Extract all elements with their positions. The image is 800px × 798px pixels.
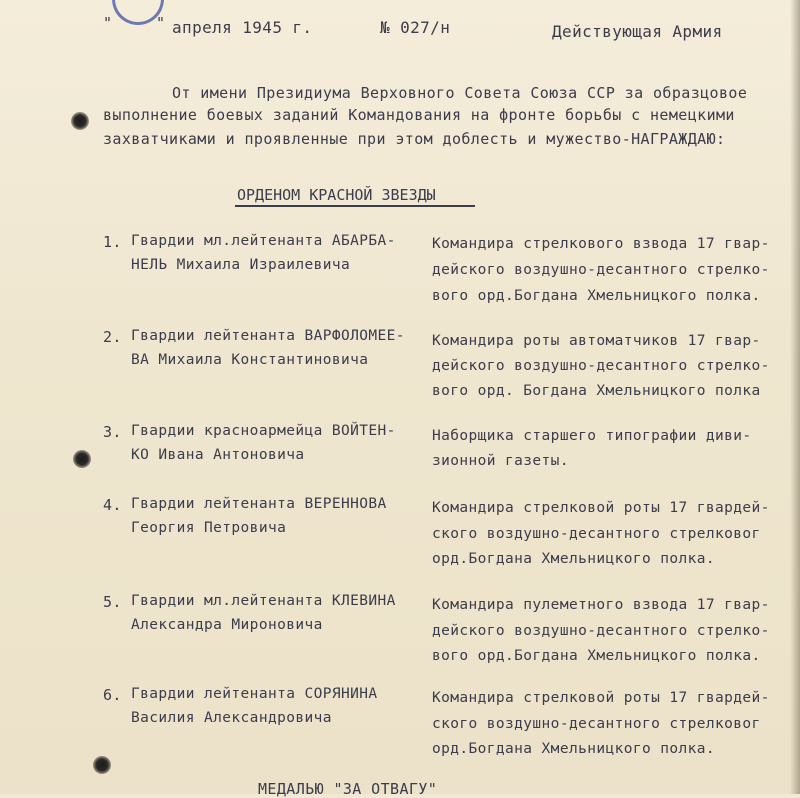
awardee-position-line-3: орд.Богдана Хмельницкого полка. (432, 551, 716, 567)
awardee-position-line-3: вого орд.Богдана Хмельницкого полка. (432, 648, 761, 664)
intro-line-1: От имени Президиума Верховного Совета Союза ССР за образцовое (172, 84, 748, 102)
awardee-name-line-2: Георгия Петровича (131, 520, 287, 536)
awardee-name-line-1: Гвардии мл.лейтенанта КЛЕВИНА (131, 593, 396, 609)
awardee-number: 6. (103, 686, 122, 704)
awardee-name-line-1: Гвардии лейтенанта ВАРФОЛОМЕЕ- (131, 328, 405, 344)
footer-section-title: МЕДАЛЬЮ "ЗА ОТВАГУ" (258, 780, 438, 798)
awardee-name-line-2: НЕЛЬ Михаила Израилевича (131, 257, 351, 273)
punch-hole (71, 112, 89, 130)
awardee-position-line-1: Командира пулеметного взвода 17 гвар- (432, 597, 770, 613)
awardee-position-line-2: дейского воздушно-десантного стрелко- (432, 358, 770, 374)
awardee-name-line-1: Гвардии лейтенанта ВЕРЕННОВА (131, 496, 387, 512)
awardee-number: 5. (103, 593, 122, 611)
date-quote-open: " (103, 14, 113, 32)
date-quote-close: " (156, 14, 166, 32)
awardee-position-line-2: ского воздушно-десантного стрелковог (432, 716, 761, 732)
awardee-name-line-1: Гвардии мл.лейтенанта АБАРБА- (131, 233, 396, 249)
awardee-position-line-1: Командира стрелковой роты 17 гвардей- (432, 690, 770, 706)
section-title-underline (235, 205, 475, 207)
awardee-position-line-2: дейского воздушно-десантного стрелко- (432, 262, 770, 278)
awardee-position-line-3: вого орд.Богдана Хмельницкого полка. (432, 288, 761, 304)
awardee-number: 3. (103, 423, 122, 441)
awardee-position-line-2: дейского воздушно-десантного стрелко- (432, 623, 770, 639)
awardee-name-line-2: Александра Мироновича (131, 617, 323, 633)
awardee-name-line-2: Василия Александровича (131, 710, 332, 726)
awardee-name-line-2: ВА Михаила Константиновича (131, 352, 369, 368)
order-number: № 027/н (380, 18, 451, 37)
page-edge-shadow (790, 0, 800, 794)
awardee-name-line-2: КО Ивана Антоновича (131, 447, 305, 463)
awardee-position-line-1: Командира стрелкового взвода 17 гвар- (432, 236, 770, 252)
awardee-position-line-1: Наборщика старшего типографии диви- (432, 428, 752, 444)
intro-line-2: выполнение боевых заданий Командования на фронте борьбы с немецкими (103, 106, 735, 124)
army-label: Действующая Армия (552, 22, 723, 41)
awardee-position-line-3: орд.Богдана Хмельницкого полка. (432, 741, 716, 757)
awardee-name-line-1: Гвардии красноармейца ВОЙТЕН- (131, 423, 396, 439)
awardee-number: 4. (103, 496, 122, 514)
awardee-position-line-2: зионной газеты. (432, 453, 569, 469)
punch-hole (93, 756, 111, 774)
awardee-number: 1. (103, 233, 122, 251)
awardee-position-line-3: вого орд. Богдана Хмельницкого полка (432, 383, 761, 399)
awardee-position-line-1: Командира стрелковой роты 17 гвардей- (432, 500, 770, 516)
section-title: ОРДЕНОМ КРАСНОЙ ЗВЕЗДЫ (237, 186, 436, 204)
awardee-name-line-1: Гвардии лейтенанта СОРЯНИНА (131, 686, 378, 702)
order-date: апреля 1945 г. (172, 18, 313, 37)
punch-hole (73, 450, 91, 468)
awardee-position-line-1: Командира роты автоматчиков 17 гвар- (432, 333, 761, 349)
awardee-position-line-2: ского воздушно-десантного стрелковог (432, 526, 761, 542)
intro-line-3: захватчиками и проявленные при этом доблесть и мужество-НАГРАЖДАЮ: (103, 130, 726, 148)
awardee-number: 2. (103, 328, 122, 346)
